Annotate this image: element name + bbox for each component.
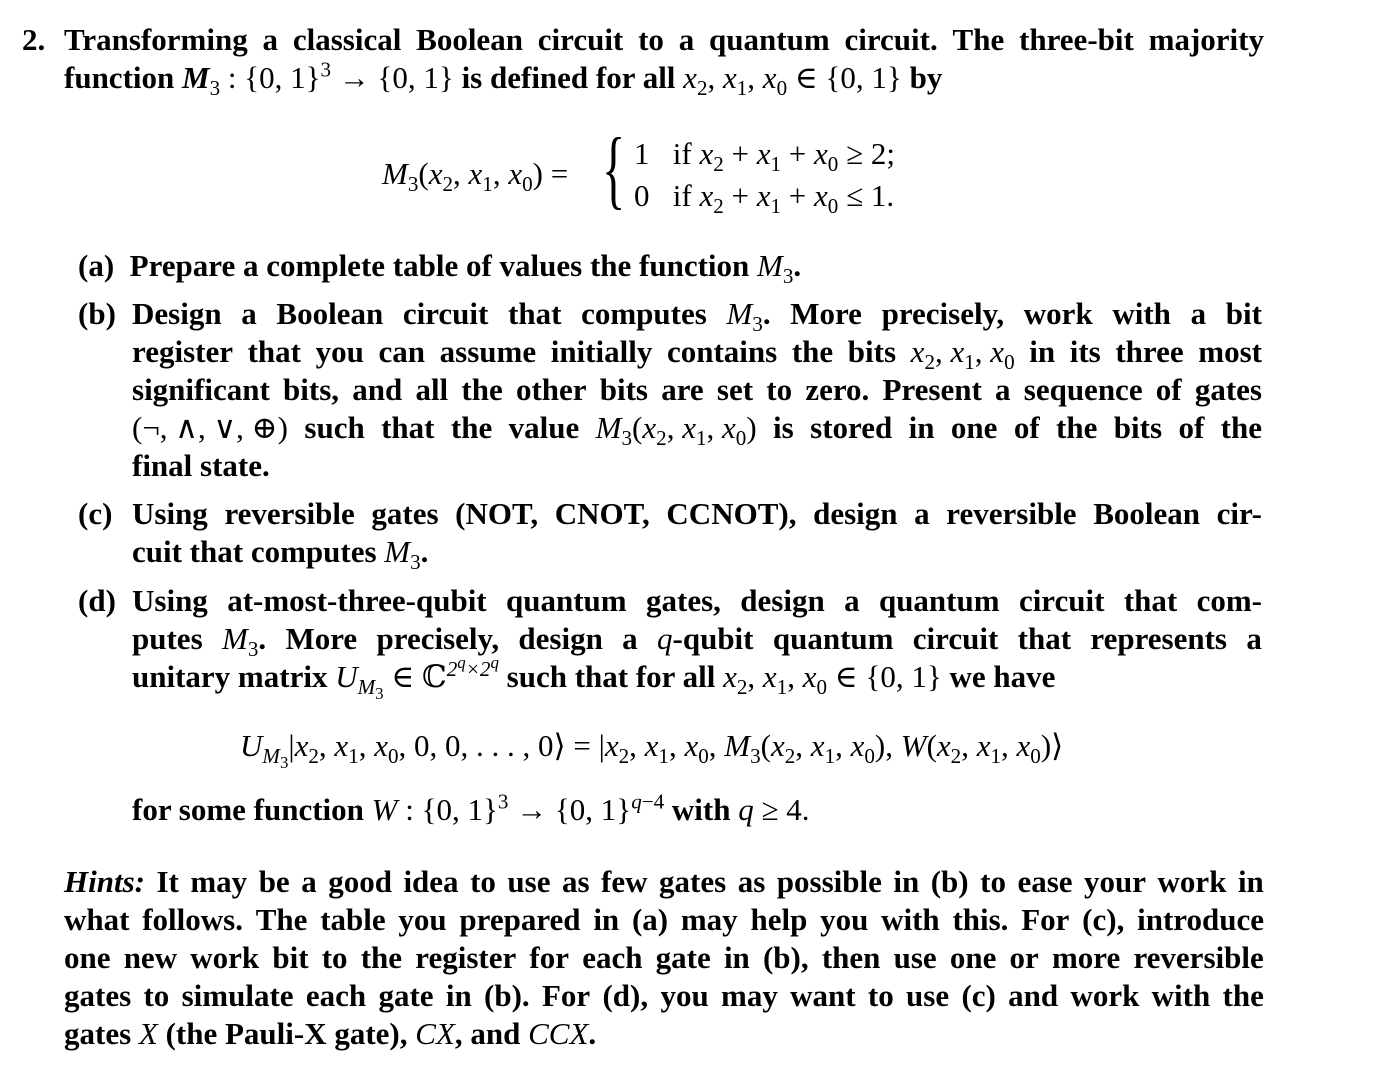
hints-line-1: Hints: It may be a good idea to use as few gates as possible in (b) to ease your work in: [64, 864, 1264, 899]
part-c-line-2: cuit that computes $M_3$.: [132, 534, 429, 575]
hints-line-2: what follows. The table you prepared in (a) may help you with this. For (c), introduce: [64, 902, 1264, 937]
definition-case-1: 1 if $x_2 + x_1 + x_0 \ge 2$;: [634, 136, 895, 177]
problem-number: 2.: [22, 22, 46, 57]
part-d-line-1: Using at-most-three-qubit quantum gates, design a quantum circuit that com-: [132, 583, 1262, 618]
part-d-label: (d): [78, 583, 116, 618]
definition-lhs: $M_3(x_2$, $x_1$, $x_0$) =: [382, 156, 569, 197]
hints-line-3: one new work bit to the register for each gate in (b), then use one or more reversible: [64, 940, 1264, 975]
problem-title-line-1: Transforming a classical Boolean circuit to a quantum circuit. The three-bit majority: [64, 22, 1264, 57]
hints-line-4: gates to simulate each gate in (b). For (d), you may want to use (c) and work with the: [64, 978, 1264, 1013]
part-d-equation: $U_{M_3}|x_2$, $x_1$, $x_0$, 0, 0, . . . , 0⟩ = $|x_2$, $x_1$, $x_0$, $M_3(x_2$, $x_1$, $x_0$), $W(x_2$, $x_1$, $x_0)⟩$: [240, 728, 1064, 773]
part-b-line-2: register that you can assume initially contains the bits $x_2$, $x_1$, $x_0$ in its three most: [132, 334, 1262, 375]
definition-brace: {: [602, 121, 626, 218]
part-b-line-3: significant bits, and all the other bits are set to zero. Present a sequence of gates: [132, 372, 1262, 407]
part-b-line-1: (b): [78, 296, 116, 331]
hints-line-5: gates X (the Pauli-X gate), CX, and CCX.: [64, 1016, 597, 1051]
definition-case-2: 0 if $x_2 + x_1 + x_0 \le 1$.: [634, 178, 895, 219]
part-c-line-1: Using reversible gates (NOT, CNOT, CCNOT), design a reversible Boolean cir-: [132, 496, 1262, 531]
problem-title-line-2: function $M_3$ : {0, 1}$^3$ → {0, 1} is defined for all $x_2$, $x_1$, $x_0$ ∈ {0, 1} by: [64, 57, 943, 101]
part-d-line-2: putes $M_3$. More precisely, design a q-qubit quantum circuit that represents a: [132, 621, 1262, 662]
part-d-line-4: for some function W : {0, 1}$^3$ → {0, 1}$^{q-4}$ with q ≥ 4.: [132, 789, 810, 827]
part-a: (a) Prepare a complete table of values the function $M_3$.: [78, 248, 802, 289]
part-c-label: (c): [78, 496, 113, 531]
part-b-line-4: (¬, ∧, ∨, ⊕) such that the value $M_3(x_2$, $x_1$, $x_0$) is stored in one of the bits of the: [132, 410, 1262, 451]
part-d-line-3: unitary matrix $U_{M_3}$ ∈ ℂ$^{2^q\times 2^q}$ such that for all $x_2$, $x_1$, $x_0$ ∈ {0, 1} we have: [132, 652, 1056, 704]
part-b-line-5: final state.: [132, 448, 270, 483]
part-b-line-1-text: Design a Boolean circuit that computes $M_3$. More precisely, work with a bit: [132, 296, 1262, 337]
